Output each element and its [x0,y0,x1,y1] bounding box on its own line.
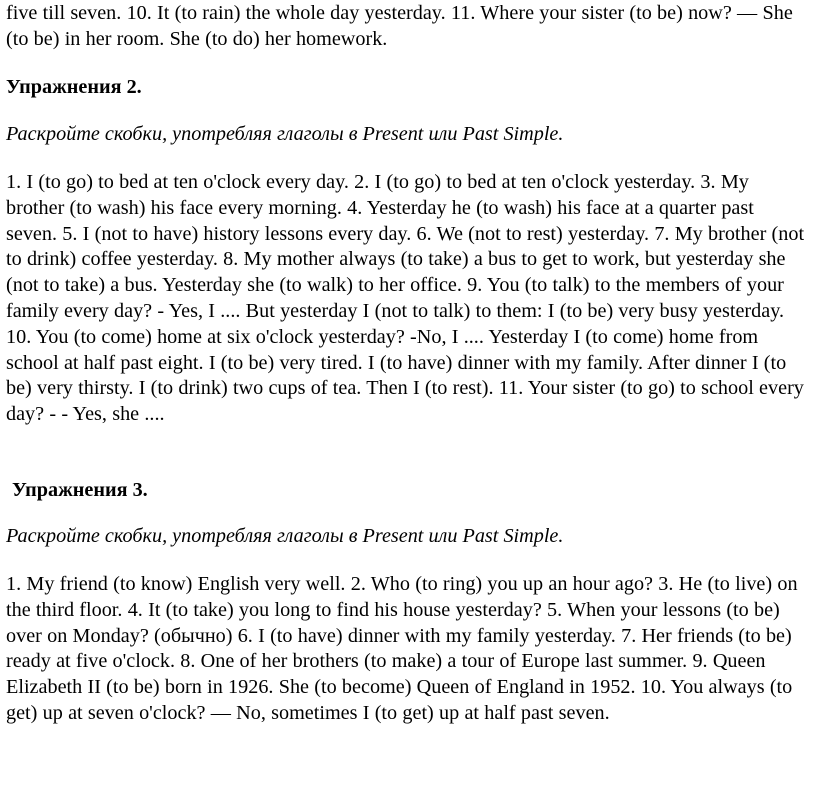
section-3-heading: Упражнения 3. [12,479,148,501]
intro-text: five till seven. 10. It (to rain) the whole day yesterday. 11. Where your sister (to be) now? — She (to be) in her room. She (to do) her homework. [6,2,793,50]
section-2-heading: Упражнения 2. [6,76,142,98]
section-2-exercise-text: 1. I (to go) to bed at ten o'clock every day. 2. I (to go) to bed at ten o'clock yesterday. 3. My brother (to wash) his face every morning. 4. Yesterday he (to wash) his face at a quarter past seven. 5. I (not to have) history lessons every day. 6. We (not to rest) yesterday. 7. My brother (not to drink) coffee yesterday. 8. My mother always (to take) a bus to get to work, but yesterday she (not to take) a bus. Yesterday she (to walk) to her office. 9. You (to talk) to the members of your family every day? - Yes, I .... But yesterday I (not to talk) to them: I (to be) very busy yesterday. 10. You (to come) home at six o'clock yesterday? -No, I .... Yesterday I (to come) home from school at half past eight. I (to be) very tired. I (to have) dinner with my family. After dinner I (to be) very thirsty. I (to drink) two cups of tea. Then I (to rest). 11. Your sister (to go) to school every day? - - Yes, she .... [6,171,805,426]
section-3-instruction: Раскройте скобки, употребляя глаголы в Present или Past Simple. [6,525,564,547]
section-3-exercise-text: 1. My friend (to know) English very well. 2. Who (to ring) you up an hour ago? 3. He (to live) on the third floor. 4. It (to take) you long to find his house yesterday? 5. When your lessons (to be) over on Monday? (обычно) 6. I (to have) dinner with my family yesterday. 7. Her friends (to be) ready at five o'clock. 8. One of her brothers (to make) a tour of Europe last summer. 9. Queen Elizabeth II (to be) born in 1926. She (to become) Queen of England in 1952. 10. You always (to get) up at seven o'clock? — No, sometimes I (to get) up at half past seven. [6,573,798,724]
section-2-instruction: Раскройте скобки, употребляя глаголы в Present или Past Simple. [6,123,564,145]
